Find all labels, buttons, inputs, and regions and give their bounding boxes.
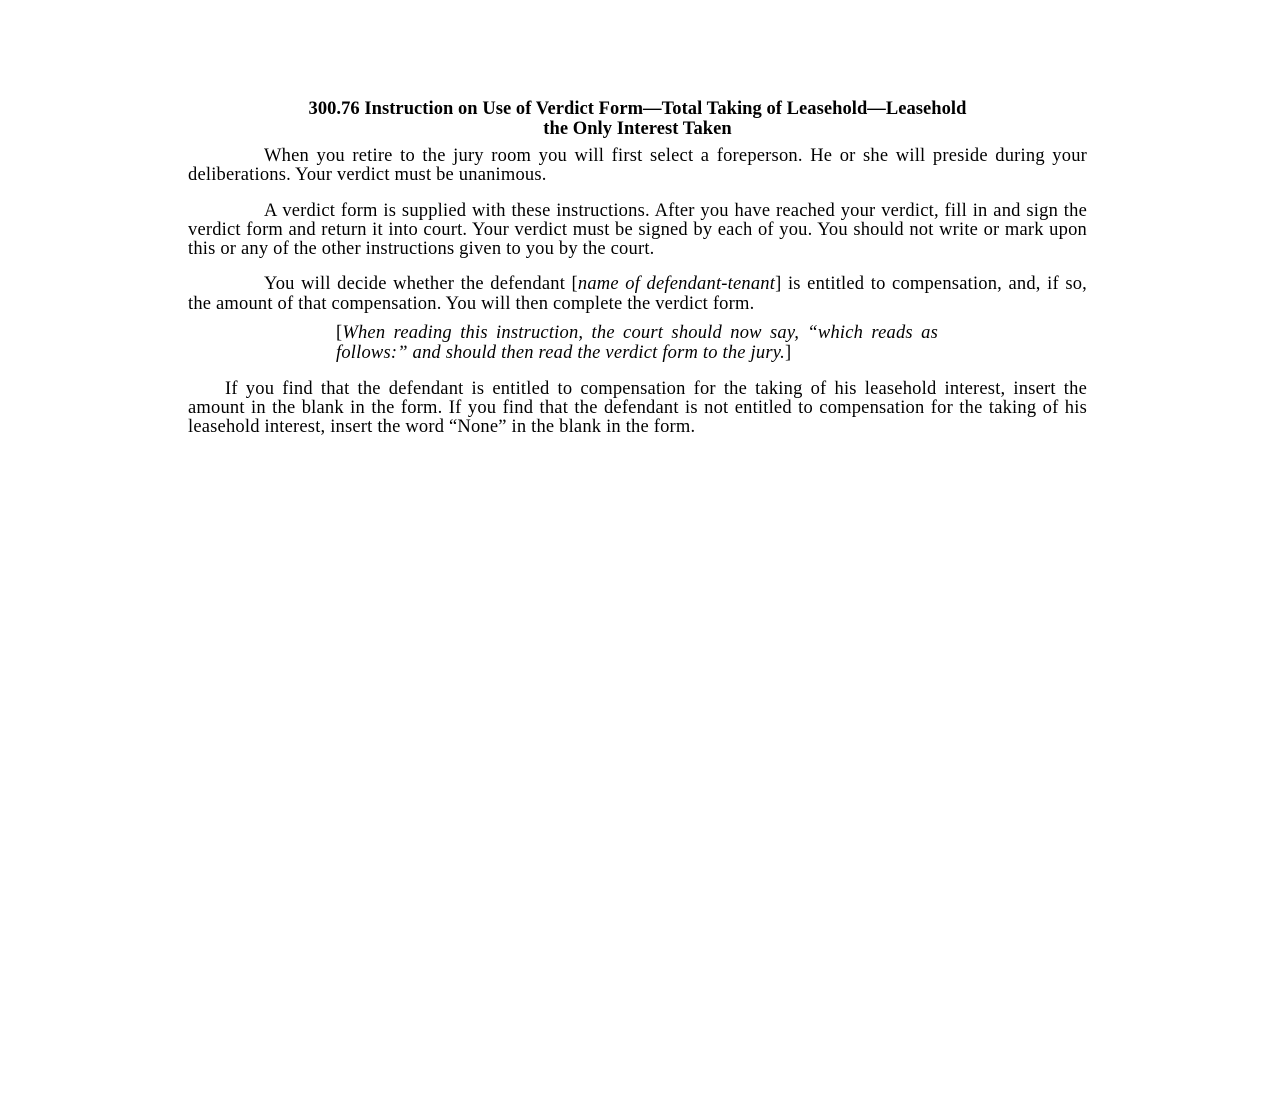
paragraph-insert-amount: If you find that the defendant is entitled to compensation for the taking of his leasehold interest, insert the amount in the blank in the form. If you find that the defendant is not entitled to compensation for the taking of his leasehold interest, insert the word “None” in the blank in the form.	[188, 378, 1087, 438]
title-line-2: the Only Interest Taken	[543, 118, 732, 139]
document-page	[188, 100, 1087, 454]
placeholder-defendant-name: name of defendant-tenant	[577, 274, 776, 295]
paragraph-foreperson: When you retire to the jury room you will first select a foreperson. He or she will preside during your deliberations. Your verdict must be unanimous.	[188, 146, 1087, 186]
title-line-1: 300.76 Instruction on Use of Verdict Form—Total Taking of Leasehold—Leasehold	[308, 99, 967, 119]
paragraph-verdict-form: A verdict form is supplied with these instructions. After you have reached your verdict, fill in and sign the verdict form and return it into court. Your verdict must be signed by each of you. You should not write or mark upon this or any of the other instructions given to you by the court.	[188, 200, 1087, 260]
document-title	[188, 100, 1087, 139]
paragraph-compensation-decision	[188, 275, 1087, 314]
note-close-bracket: ]	[784, 342, 792, 363]
paragraph-text-before: You will decide whether the defendant [	[264, 274, 578, 295]
court-reading-note	[336, 324, 938, 364]
paragraph-text-after: ] is entitled to compensation, and, if so, the amount of that compensation. You will then complete the verdict form.	[188, 274, 1087, 314]
note-open-bracket: [	[336, 323, 343, 344]
note-italic-text: When reading this instruction, the court should now say, “which reads as follows:” and should then read the verdict form to the jury.	[336, 323, 938, 363]
